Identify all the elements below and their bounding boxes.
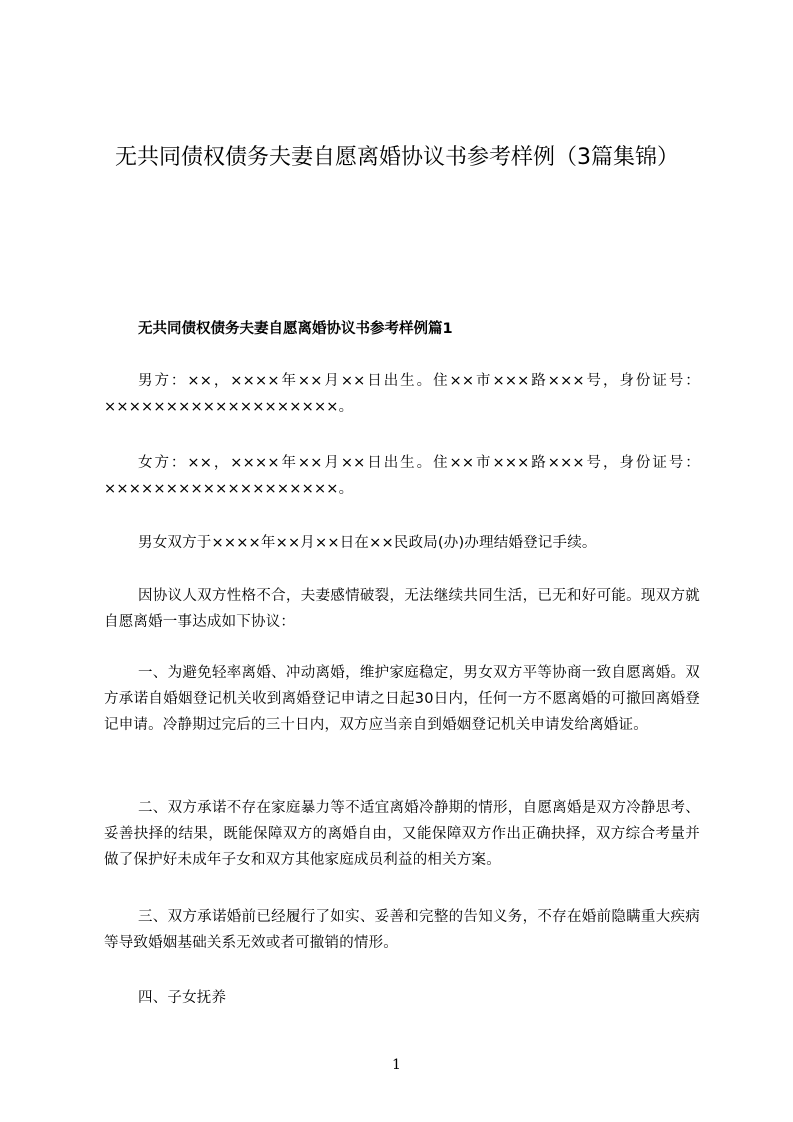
- paragraph-marriage-registration: 男女双方于××××年××月××日在××民政局(办)办理结婚登记手续。: [138, 535, 597, 551]
- page-number: 1: [392, 1057, 401, 1073]
- paragraph-clause-2: 二、双方承诺不存在家庭暴力等不适宜离婚冷静期的情形，自愿离婚是双方冷静思考、妥善抉择的结果，既能保障双方的离婚自由，又能保障双方作出正确抉择，双方综合考量并做了保护好未成年子女和双方其他家庭成员利益的相关方案。: [104, 800, 700, 868]
- paragraph-female-party: 女方：××，××××年××月××日出生。住××市×××路×××号，身份证号：×××××××××××××××××××。: [104, 455, 700, 497]
- document-title: 无共同债权债务夫妻自愿离婚协议书参考样例（3篇集锦）: [115, 145, 679, 170]
- paragraph-clause-1: 一、为避免轻率离婚、冲动离婚，维护家庭稳定，男女双方平等协商一致自愿离婚。双方承诺自婚姻登记机关收到离婚登记申请之日起30日内，任何一方不愿离婚的可撤回离婚登记申请。冷静期过完后的三十日内，双方应当亲自到婚姻登记机关申请发给离婚证。: [104, 665, 700, 733]
- paragraph-clause-3: 三、双方承诺婚前已经履行了如实、妥善和完整的告知义务，不存在婚前隐瞒重大疾病等导致婚姻基础关系无效或者可撤销的情形。: [104, 909, 700, 951]
- paragraph-male-party: 男方：××，××××年××月××日出生。住××市×××路×××号，身份证号：×××××××××××××××××××。: [104, 373, 700, 415]
- section-heading: 无共同债权债务夫妻自愿离婚协议书参考样例篇1: [138, 321, 453, 337]
- paragraph-reason: 因协议人双方性格不合，夫妻感情破裂，无法继续共同生活，已无和好可能。现双方就自愿离婚一事达成如下协议：: [104, 588, 700, 630]
- paragraph-clause-4-heading: 四、子女抚养: [138, 990, 227, 1006]
